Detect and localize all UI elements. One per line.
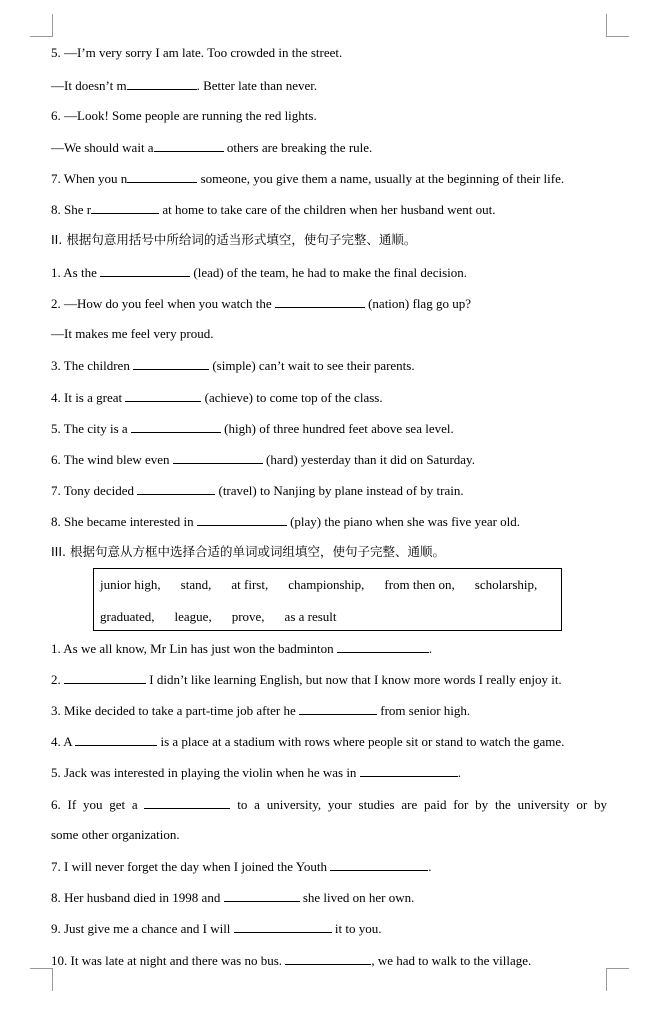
question-p1-5b: —It doesn’t m . Better late than never. xyxy=(51,78,318,93)
section-heading-part-3: III. 根据句意从方框中选择合适的单词或词组填空，使句子完整、通顺。 xyxy=(51,544,446,559)
word-option: league, xyxy=(174,609,212,624)
answer-blank[interactable] xyxy=(275,295,365,308)
question-p2-4: 4. It is a great (achieve) to come top of the class. xyxy=(51,390,383,405)
question-p1-8: 8. She r at home to take care of the children when her husband went out. xyxy=(51,202,496,217)
word-option: junior high, xyxy=(100,577,161,592)
answer-blank[interactable] xyxy=(224,889,300,902)
crop-mark-top-right xyxy=(606,14,629,37)
answer-blank[interactable] xyxy=(234,920,332,933)
word-box-row-2 xyxy=(100,609,357,625)
answer-blank[interactable] xyxy=(131,420,221,433)
answer-blank[interactable] xyxy=(337,640,429,653)
question-p2-7: 7. Tony decided (travel) to Nanjing by plane instead of by train. xyxy=(51,483,464,498)
question-p3-5: 5. Jack was interested in playing the violin when he was in . xyxy=(51,765,461,780)
question-p3-3: 3. Mike decided to take a part-time job after he from senior high. xyxy=(51,703,471,718)
word-option: prove, xyxy=(231,609,265,624)
answer-blank[interactable] xyxy=(127,77,197,90)
question-p3-1: 1. As we all know, Mr Lin has just won the badminton . xyxy=(51,641,433,656)
crop-mark-bottom-left xyxy=(30,968,53,991)
question-p2-1: 1. As the (lead) of the team, he had to make the final decision. xyxy=(51,265,467,280)
question-p2-2b: —It makes me feel very proud. xyxy=(51,326,214,341)
question-p3-9: 9. Just give me a chance and I will it to you. xyxy=(51,921,382,936)
answer-blank[interactable] xyxy=(100,264,190,277)
crop-mark-top-left xyxy=(30,14,53,37)
answer-blank[interactable] xyxy=(197,513,287,526)
question-p2-5: 5. The city is a (high) of three hundred feet above sea level. xyxy=(51,421,454,436)
question-p3-4: 4. A is a place at a stadium with rows where people sit or stand to watch the game. xyxy=(51,734,565,749)
word-option: at first, xyxy=(231,577,269,592)
question-p1-6a: 6. —Look! Some people are running the red lights. xyxy=(51,108,317,123)
question-p1-5a: 5. —I’m very sorry I am late. Too crowded in the street. xyxy=(51,45,343,60)
question-p3-2: 2. I didn’t like learning English, but now that I know more words I really enjoy it. xyxy=(51,672,562,687)
answer-blank[interactable] xyxy=(144,796,230,809)
question-p2-8: 8. She became interested in (play) the piano when she was five year old. xyxy=(51,514,521,529)
question-p3-7: 7. I will never forget the day when I joined the Youth . xyxy=(51,859,432,874)
answer-blank[interactable] xyxy=(360,764,458,777)
word-option: from then on, xyxy=(384,577,455,592)
answer-blank[interactable] xyxy=(299,702,377,715)
question-p1-6b: —We should wait a others are breaking the rule. xyxy=(51,140,373,155)
answer-blank[interactable] xyxy=(137,482,215,495)
answer-blank[interactable] xyxy=(133,357,209,370)
answer-blank[interactable] xyxy=(75,733,157,746)
crop-mark-bottom-right xyxy=(606,968,629,991)
question-p3-10: 10. It was late at night and there was no bus. , we had to walk to the village. xyxy=(51,953,532,968)
question-p2-3: 3. The children (simple) can’t wait to see their parents. xyxy=(51,358,415,373)
question-p3-6: 6. If you get a to a university, your studies are paid for by the university or by xyxy=(51,797,607,812)
answer-blank[interactable] xyxy=(125,389,201,402)
word-box xyxy=(93,568,562,631)
word-option: stand, xyxy=(180,577,212,592)
question-p3-6-continued: some other organization. xyxy=(51,827,180,842)
answer-blank[interactable] xyxy=(127,170,197,183)
question-p2-2a: 2. —How do you feel when you watch the (nation) flag go up? xyxy=(51,296,471,311)
word-option: as a result xyxy=(284,609,337,624)
answer-blank[interactable] xyxy=(64,671,146,684)
answer-blank[interactable] xyxy=(154,139,224,152)
word-box-row-1 xyxy=(100,577,537,593)
word-option: scholarship, xyxy=(474,577,538,592)
answer-blank[interactable] xyxy=(285,952,371,965)
word-option: championship, xyxy=(288,577,365,592)
question-p1-7: 7. When you n someone, you give them a name, usually at the beginning of their life. xyxy=(51,171,565,186)
answer-blank[interactable] xyxy=(91,201,159,214)
word-option: graduated, xyxy=(100,609,155,624)
section-heading-part-2: II. 根据句意用括号中所给词的适当形式填空，使句子完整、通顺。 xyxy=(51,232,417,247)
question-p2-6: 6. The wind blew even (hard) yesterday than it did on Saturday. xyxy=(51,452,475,467)
question-p3-8: 8. Her husband died in 1998 and she lived on her own. xyxy=(51,890,415,905)
answer-blank[interactable] xyxy=(330,858,428,871)
answer-blank[interactable] xyxy=(173,451,263,464)
